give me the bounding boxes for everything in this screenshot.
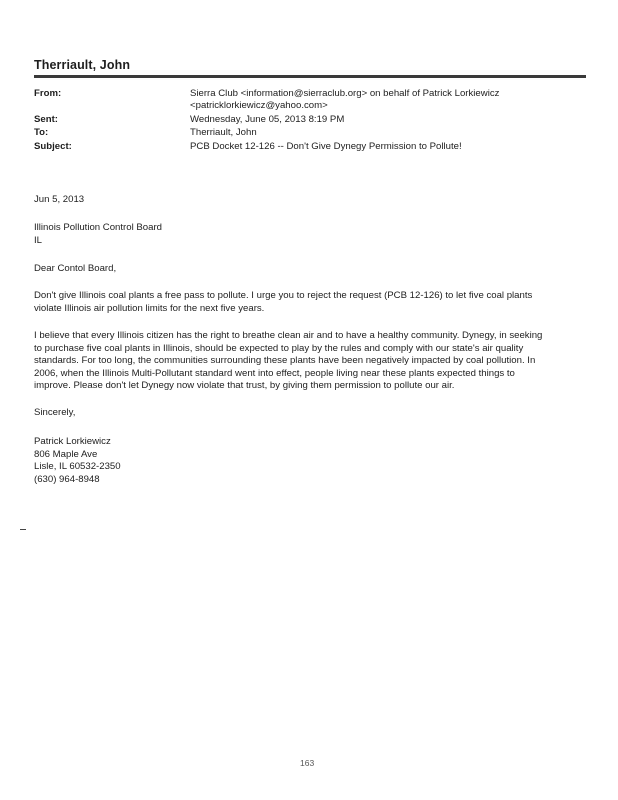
document-title: Therriault, John bbox=[34, 58, 131, 72]
subject-value: PCB Docket 12-126 -- Don't Give Dynegy Permission to Pollute! bbox=[190, 141, 462, 152]
paragraph-2-line: 2006, when the Illinois Multi-Pollutant standard went into effect, people living near these plants expected things to bbox=[34, 367, 515, 379]
signature-street: 806 Maple Ave bbox=[34, 448, 98, 460]
paragraph-2 bbox=[34, 330, 582, 393]
letter-date: Jun 5, 2013 bbox=[34, 194, 85, 205]
closing: Sincerely, bbox=[34, 407, 76, 418]
paragraph-1 bbox=[34, 290, 582, 315]
from-value-email: <patricklorkiewicz@yahoo.com> bbox=[190, 100, 328, 111]
title-divider bbox=[34, 75, 586, 78]
paragraph-1-line: Don't give Illinois coal plants a free pass to pollute. I urge you to reject the request (PCB 12-126) to let five coal plants bbox=[34, 290, 533, 301]
to-label: To: bbox=[34, 127, 49, 138]
margin-mark bbox=[20, 529, 26, 530]
paragraph-1-line: violate Illinois air pollution limits for the next five years. bbox=[34, 302, 265, 314]
signature-phone: (630) 964-8948 bbox=[34, 473, 100, 485]
signature-block bbox=[34, 436, 582, 486]
from-label: From: bbox=[34, 88, 62, 99]
signature-name: Patrick Lorkiewicz bbox=[34, 436, 111, 447]
paragraph-2-line: I believe that every Illinois citizen has the right to breathe clean air and to have a healthy community. Dynegy, in seeking bbox=[34, 330, 543, 341]
sent-label: Sent: bbox=[34, 114, 58, 125]
sent-value: Wednesday, June 05, 2013 8:19 PM bbox=[190, 114, 345, 125]
salutation: Dear Contol Board, bbox=[34, 263, 117, 274]
recipient-block bbox=[34, 222, 582, 247]
subject-label: Subject: bbox=[34, 141, 72, 152]
page-number: 163 bbox=[300, 758, 315, 768]
paragraph-2-line: to purchase five coal plants in Illinois, should be expected to play by the rules and comply with our state's air quality bbox=[34, 342, 524, 354]
from-value: Sierra Club <information@sierraclub.org> on behalf of Patrick Lorkiewicz bbox=[190, 88, 500, 99]
recipient-state: IL bbox=[34, 234, 43, 246]
paragraph-2-line: improve. Please don't let Dynegy now violate that trust, by giving them permission to pollute our air. bbox=[34, 380, 455, 392]
paragraph-2-line: standards. For too long, the communities surrounding these plants have been negatively impacted by coal pollution. In bbox=[34, 355, 536, 367]
recipient-name: Illinois Pollution Control Board bbox=[34, 222, 162, 233]
signature-city: Lisle, IL 60532-2350 bbox=[34, 461, 121, 473]
to-value: Therriault, John bbox=[190, 127, 257, 138]
